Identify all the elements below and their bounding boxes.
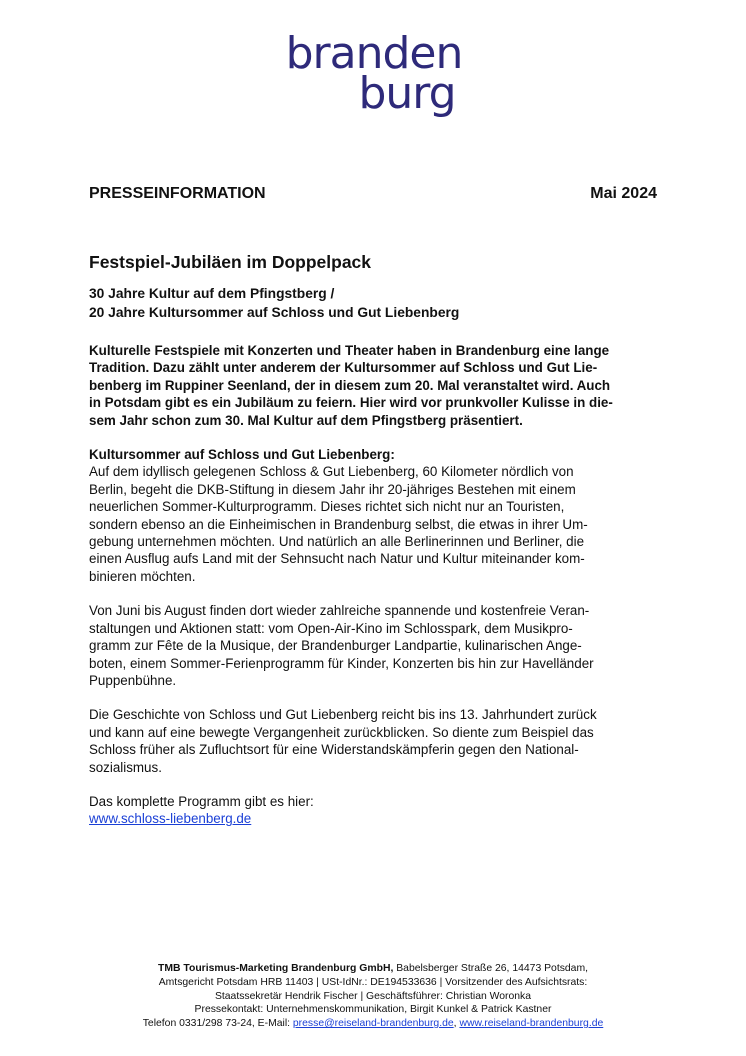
footer-line-2: Amtsgericht Potsdam HRB 11403 | USt-IdNr.: DE194533636 | Vorsitzender des Aufsichtsrats: — [158, 976, 588, 988]
document-date: Mai 2024 — [590, 185, 657, 202]
text-line: gebung unternehmen möchten. Und natürlich an alle Berlinerinnen und Berliner, die — [89, 534, 585, 550]
footer-separator: , — [453, 1018, 460, 1030]
paragraph-kultursommer — [89, 446, 659, 585]
document-type-label: PRESSEINFORMATION — [89, 185, 266, 202]
paragraph-events — [89, 602, 659, 689]
text-line: sondern ebenso an die Einheimischen in Brandenburg selbst, die etwas in ihrer Um- — [89, 516, 588, 532]
footer-company: TMB Tourismus-Marketing Brandenburg GmbH, — [158, 963, 394, 974]
footer — [70, 962, 676, 1031]
article-body — [89, 251, 659, 845]
footer-email-link[interactable]: presse@reiseland-brandenburg.de — [292, 1018, 454, 1030]
text-line: gramm zur Fête de la Musique, der Brandenburger Landpartie, kulinarischen Ange- — [89, 638, 582, 654]
text-line: Von Juni bis August finden dort wieder zahlreiche spannende und kostenfreie Veran- — [89, 603, 590, 619]
logo-line-1: branden — [285, 28, 463, 79]
text-line: Puppenbühne. — [89, 672, 177, 688]
program-link[interactable]: www.schloss-liebenberg.de — [89, 811, 252, 827]
text-line: Auf dem idyllisch gelegenen Schloss & Gut Liebenberg, 60 Kilometer nördlich von — [89, 464, 574, 480]
footer-line-3: Staatssekretär Hendrik Fischer | Geschäftsführer: Christian Woronka — [214, 990, 532, 1002]
lead-line: Kulturelle Festspiele mit Konzerten und Theater haben in Brandenburg eine lange — [89, 343, 610, 358]
lead-paragraph — [89, 342, 659, 429]
logo-line-2: burg — [358, 68, 456, 119]
paragraph-program — [89, 793, 659, 828]
text-line: staltungen und Aktionen statt: vom Open-Air-Kino im Schlosspark, dem Musikpro- — [89, 620, 573, 636]
footer-line-5 — [70, 1017, 676, 1031]
footer-line-4: Pressekontakt: Unternehmenskommunikation, Birgit Kunkel & Patrick Kastner — [194, 1004, 552, 1016]
article-subheadline — [89, 284, 659, 322]
section-title: Kultursommer auf Schloss und Gut Liebenberg: — [89, 447, 395, 463]
text-line: binieren möchten. — [89, 568, 196, 584]
article-headline: Festspiel-Jubiläen im Doppelpack — [89, 252, 372, 272]
program-text: Das komplette Programm gibt es hier: — [89, 793, 314, 809]
text-line: einen Ausflug aufs Land mit der Sehnsucht nach Natur und Kultur miteinander kom- — [89, 551, 585, 567]
text-line: Schloss früher als Zufluchtsort für eine Widerstandskämpferin gegen den National- — [89, 742, 579, 758]
brandenburg-logo — [0, 28, 746, 119]
footer-address: Babelsberger Straße 26, 14473 Potsdam, — [393, 963, 588, 974]
lead-line: in Potsdam gibt es ein Jubiläum zu feiern. Hier wird vor prunkvoller Kulisse in die- — [89, 395, 613, 411]
footer-phone: Telefon 0331/298 73-24, E-Mail: — [142, 1018, 293, 1030]
text-line: und kann auf eine bewegte Vergangenheit zurückblicken. So diente zum Beispiel das — [89, 724, 594, 740]
text-line: Die Geschichte von Schloss und Gut Liebenberg reicht bis ins 13. Jahrhundert zurück — [89, 707, 597, 723]
lead-line: sem Jahr schon zum 30. Mal Kultur auf dem Pfingstberg präsentiert. — [89, 412, 523, 428]
lead-line: Tradition. Dazu zählt unter anderem der Kultursommer auf Schloss und Gut Lie- — [89, 360, 598, 376]
subhead-line-1: 30 Jahre Kultur auf dem Pfingstberg / — [89, 286, 335, 301]
lead-line: benberg im Ruppiner Seenland, der in diesem zum 20. Mal veranstaltet wird. Auch — [89, 377, 611, 393]
text-line: neuerlichen Sommer-Kulturprogramm. Dieses richtet sich nicht nur an Touristen, — [89, 499, 565, 515]
document-header — [89, 185, 657, 203]
footer-website-link[interactable]: www.reiseland-brandenburg.de — [459, 1018, 604, 1030]
text-line: boten, einem Sommer-Ferienprogramm für Kinder, Konzerten bis hin zur Havelländer — [89, 655, 594, 671]
text-line: Berlin, begeht die DKB-Stiftung in diesem Jahr ihr 20-jähriges Bestehen mit einem — [89, 481, 576, 497]
text-line: sozialismus. — [89, 759, 162, 775]
subhead-line-2: 20 Jahre Kultursommer auf Schloss und Gut Liebenberg — [89, 305, 460, 320]
paragraph-history — [89, 706, 659, 776]
footer-line-1 — [70, 962, 676, 976]
